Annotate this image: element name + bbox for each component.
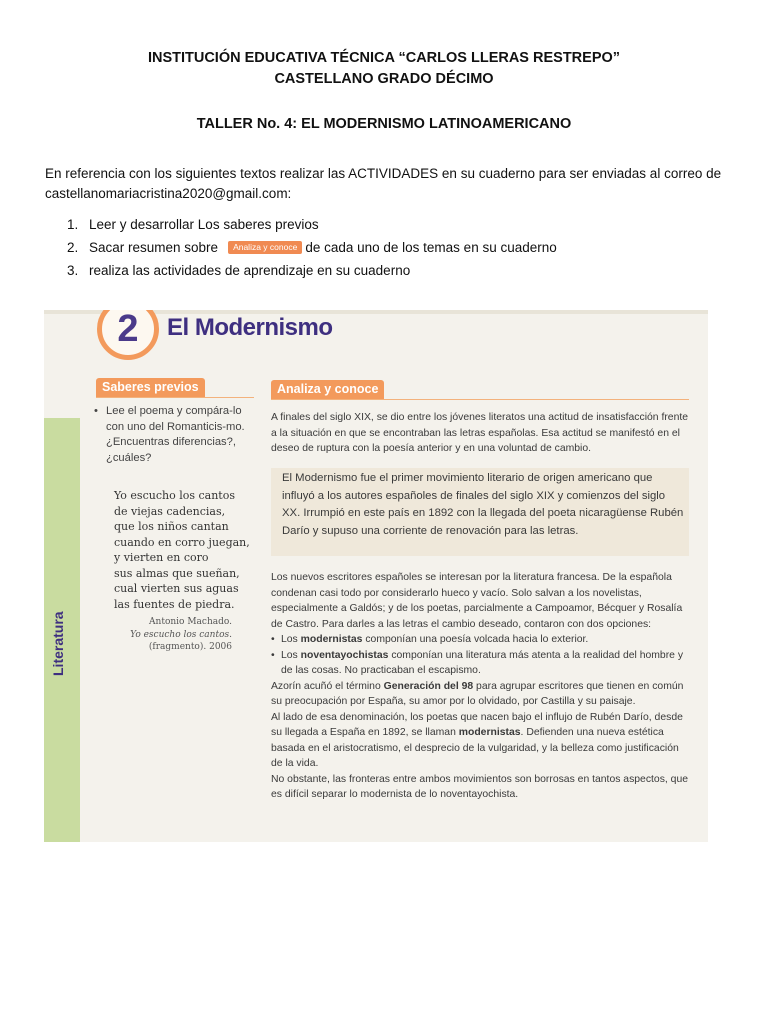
course-name: CASTELLANO GRADO DÉCIMO bbox=[274, 71, 494, 87]
item-number: 1. bbox=[67, 217, 79, 232]
list-item bbox=[67, 261, 557, 284]
textbook-page bbox=[44, 310, 708, 842]
saberes-tab: Saberes previos bbox=[96, 378, 205, 397]
poem bbox=[94, 488, 254, 612]
paragraph bbox=[271, 679, 689, 710]
analiza-rule bbox=[271, 399, 689, 400]
item-text-after: de cada uno de los temas en su cuaderno bbox=[305, 240, 557, 255]
list-item bbox=[67, 215, 557, 238]
poem-line: sus almas que sueñan, bbox=[114, 566, 240, 580]
saberes-question: • Lee el poema y compára-lo con uno del Romanticis-mo. ¿Encuentras diferencias?, ¿cuáles? bbox=[94, 404, 254, 466]
poem-attribution bbox=[94, 616, 254, 654]
para-text: Defienden una nueva estética basada en el aristocratismo, el desprecio de la vulgaridad, y la belleza como justificación de la vida. bbox=[271, 727, 679, 769]
para-term: modernistas bbox=[458, 727, 521, 738]
poem-work: Yo escucho los cantos. bbox=[130, 629, 232, 640]
poem-line: Yo escucho los cantos bbox=[114, 489, 235, 502]
saberes-column bbox=[94, 404, 254, 654]
highlight-text: El Modernismo fue el primer movimiento literario de origen americano que influyó a los autores españoles de finales del siglo XIX y comienzos del siglo XX. Irrumpió en este país en 1892 con la llegada del poeta nicaragüense Rubén Darío y supuso una corriente de renovación para las letras. bbox=[282, 472, 684, 537]
paragraph: Los nuevos escritores españoles se interesan por la literatura francesa. De la española condenan casi todo por considerarlo hueco y vacío. Solo salvan a los novelistas, especialmente a Galdós; y de los poetas, parcialmente a Campoamor, Bécquer y Rosalía de Castro. Para darles a las letras el cambio deseado, contaron con dos opciones: bbox=[271, 572, 683, 630]
instructions bbox=[45, 164, 735, 204]
analiza-body bbox=[271, 570, 689, 803]
school-name: INSTITUCIÓN EDUCATIVA TÉCNICA “CARLOS LLERAS RESTREPO” bbox=[147, 50, 621, 66]
poem-line: cual vierten sus aguas bbox=[114, 582, 239, 595]
side-label: Literatura bbox=[50, 611, 66, 676]
bullet-text: Los bbox=[281, 634, 298, 645]
poem-line: y vierten en coro bbox=[114, 551, 209, 564]
item-text: realiza las actividades de aprendizaje en su cuaderno bbox=[89, 263, 411, 278]
saberes-rule bbox=[96, 397, 254, 398]
poem-line: cuando en corro juegan, bbox=[114, 535, 250, 549]
bullet-text: Los bbox=[281, 649, 298, 661]
workshop-title: TALLER No. 4: EL MODERNISMO LATINOAMERICANO bbox=[196, 116, 572, 132]
analiza-intro: A finales del siglo XIX, se dio entre los jóvenes literatos una actitud de insatisfacción frente a la situación en que se encontraban las letras españolas. Esa actitud se manifestó en el deseo de ruptura con la poesía anterior y en una voluntad de cambio. bbox=[271, 412, 689, 454]
activity-list bbox=[67, 215, 557, 284]
bullet-text: componían una literatura más atenta a la realidad del hombre y de las cosas. No practicaban el escapismo. bbox=[281, 649, 684, 676]
item-text-before: Sacar resumen sobre bbox=[89, 240, 219, 255]
analiza-chip: Analiza y conoce bbox=[228, 241, 302, 254]
paragraph: No obstante, las fronteras entre ambos movimientos son borrosas en tantos aspectos, que es difícil separar lo modernista de lo noventayochista. bbox=[271, 773, 689, 800]
list-item bbox=[67, 238, 557, 261]
para-text: Azorín acuñó el término bbox=[271, 680, 381, 692]
poem-source: (fragmento). 2006 bbox=[148, 642, 232, 652]
paragraph: Al lado de esa denominación, los poetas que nacen bajo el influjo de Rubén Darío, desde su llegada a España en 1892, se llaman modernistas. Defienden una nueva estética basada en el aristocratismo, el desprecio de la vulgaridad, y la belleza como justificación de la vida. bbox=[271, 711, 683, 769]
para-text: para agrupar escritores que tienen en común su preocupación por España, su amor por lo olvidado, por Castilla y su paisaje. bbox=[271, 680, 684, 707]
bullet-term: noventayochistas bbox=[300, 649, 389, 661]
analiza-tab: Analiza y conoce bbox=[271, 380, 384, 399]
para-term: Generación del 98 bbox=[383, 680, 474, 692]
item-number: 2. bbox=[67, 240, 79, 255]
instructions-line-1: En referencia con los siguientes textos realizar las ACTIVIDADES en su cuaderno para ser enviadas al correo de bbox=[45, 166, 722, 181]
item-number: 3. bbox=[67, 263, 79, 278]
unit-number: 2 bbox=[97, 310, 159, 360]
item-text: Leer y desarrollar Los saberes previos bbox=[89, 217, 319, 232]
bullet-noventayochistas bbox=[271, 648, 689, 679]
para-text: Al lado de esa denominación, los poetas que nacen bajo el influjo de Rubén Darío, desde su llegada a España en 1892, se llaman bbox=[271, 711, 683, 738]
bullet-modernistas bbox=[271, 632, 689, 648]
instructions-email: castellanomariacristina2020@gmail.com: bbox=[45, 186, 292, 201]
poem-line: que los niños cantan bbox=[114, 520, 229, 533]
bullet-text: componían una poesía volcada hacia lo exterior. bbox=[365, 634, 589, 645]
side-strip bbox=[44, 418, 80, 842]
bullet-term: modernistas bbox=[300, 634, 363, 645]
poem-line: las fuentes de piedra. bbox=[114, 597, 235, 611]
unit-title: El Modernismo bbox=[167, 314, 333, 341]
poem-line: de viejas cadencias, bbox=[114, 504, 226, 518]
poem-author: Antonio Machado. bbox=[149, 617, 232, 627]
